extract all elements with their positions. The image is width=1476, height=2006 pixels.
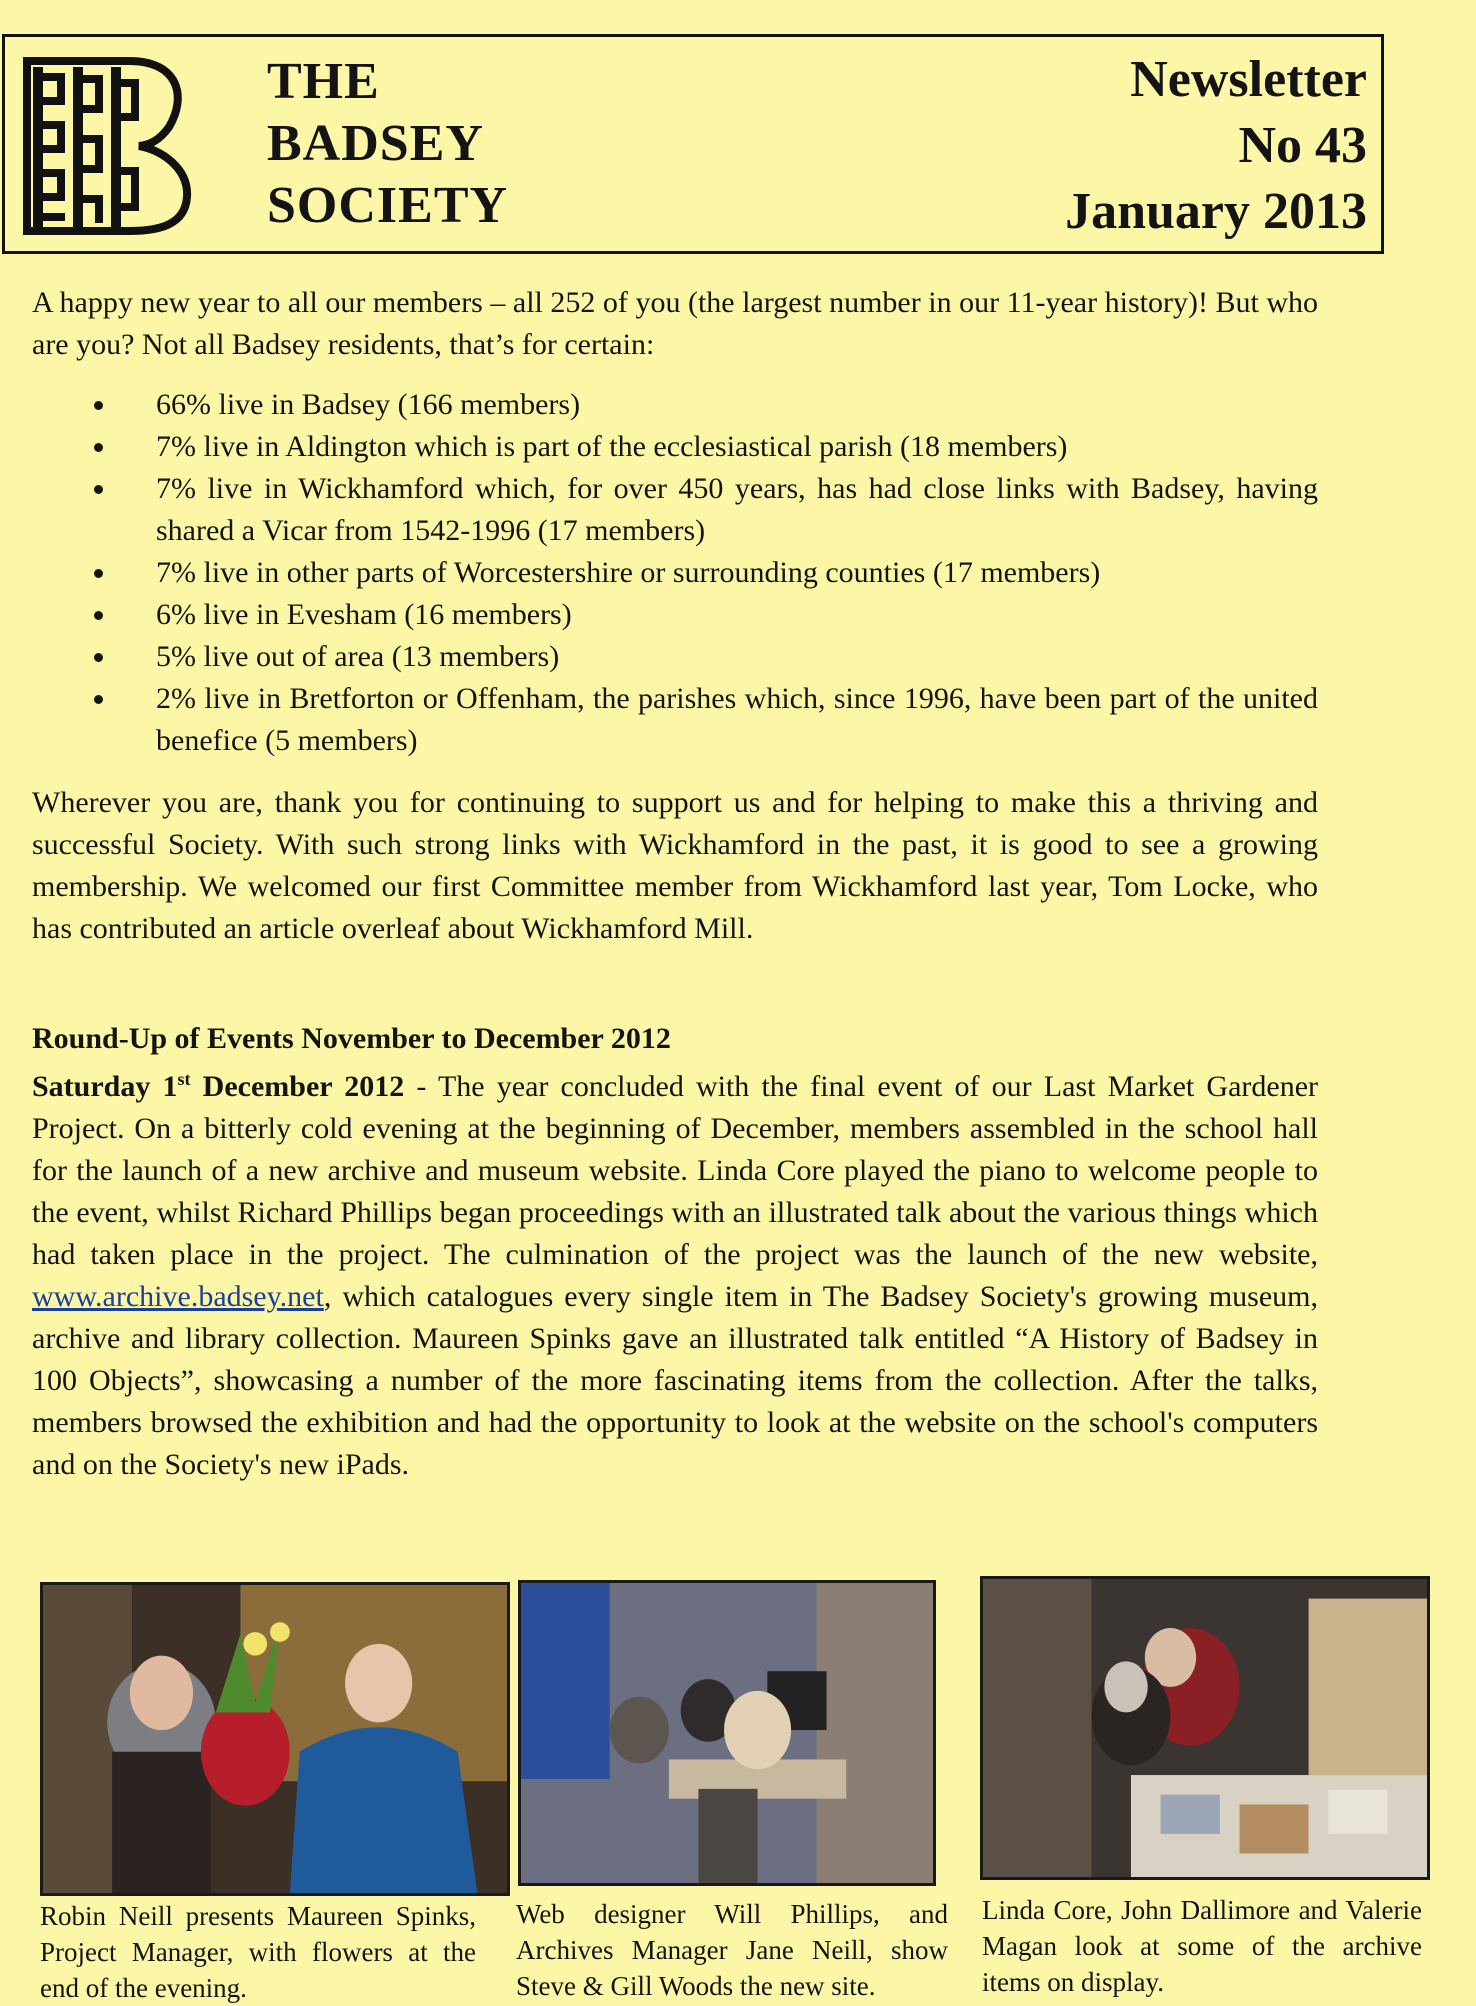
list-item-text: 5% live out of area (13 members) — [156, 640, 560, 673]
bullet-icon — [94, 611, 103, 620]
list-item — [32, 552, 1318, 594]
event-text-part2: , which catalogues every single item in The Badsey Society's growing museum, archive and library collection. Maureen Spinks gave an illustrated talk entitled “A History of Badsey in 100 Objects”, showcasing a number of the more fascinating items from the collection. After the talks, members browsed the exhibition and had the opportunity to look at the website on the school's computers and on the Society's new iPads. — [32, 1280, 1318, 1481]
bullet-icon — [94, 401, 103, 410]
photo-flowers-presentation — [40, 1582, 510, 1896]
issue-date: January 2013 — [1065, 183, 1367, 240]
event-text-part1: - The year concluded with the final event of our Last Market Gardener Project. On a bitterly cold evening at the beginning of December, members assembled in the school hall for the launch of a new archive and museum website. Linda Core played the piano to welcome people to the event, whilst Richard Phillips began proceedings with an illustrated talk about the various things which had taken place in the project. The culmination of the project was the launch of the new website, — [32, 1070, 1318, 1271]
masthead — [2, 34, 1384, 254]
photo-caption: Robin Neill presents Maureen Spinks, Project Manager, with flowers at the end of the evening. — [40, 1901, 476, 2003]
membership-list — [32, 384, 1318, 762]
event-date-prefix: Saturday 1 — [32, 1070, 178, 1103]
bullet-icon — [94, 653, 103, 662]
thanks-paragraph: Wherever you are, thank you for continuing to support us and for helping to make this a thriving and successful Society. With such strong links with Wickhamford in the past, it is good to see a growing membership. We welcomed our first Committee member from Wickhamford last year, Tom Locke, who has contributed an article overleaf about Wickhamford Mill. — [32, 786, 1318, 945]
bullet-icon — [94, 443, 103, 452]
badsey-society-logo-icon — [19, 57, 209, 235]
society-name-line1: THE — [267, 53, 380, 110]
bullet-icon — [94, 695, 103, 704]
list-item-text: 7% live in Aldington which is part of the ecclesiastical parish (18 members) — [156, 430, 1068, 463]
roundup-heading: Round-Up of Events November to December 2012 — [32, 1022, 671, 1055]
photo-caption: Linda Core, John Dallimore and Valerie Magan look at some of the archive items on display. — [982, 1895, 1422, 1997]
list-item — [32, 426, 1318, 468]
society-name-line3: SOCIETY — [267, 177, 509, 234]
list-item — [32, 678, 1318, 762]
event-date-month: December 2012 — [190, 1070, 405, 1103]
event-date — [32, 1070, 404, 1103]
archive-website-link[interactable]: www.archive.badsey.net — [32, 1280, 324, 1313]
list-item — [32, 384, 1318, 426]
issue-number: No 43 — [1238, 117, 1367, 174]
photo-website-demo — [518, 1580, 936, 1886]
event-paragraph — [32, 1058, 1318, 1486]
photo-caption: Web designer Will Phillips, and Archives Manager Jane Neill, show Steve & Gill Woods the new site. — [516, 1899, 948, 2001]
issue-info — [1065, 47, 1367, 245]
intro-paragraph: A happy new year to all our members – all 252 of you (the largest number in our 11-year history)! But who are you? Not all Badsey residents, that’s for certain: — [32, 286, 1318, 361]
event-date-suffix-sup: st — [177, 1069, 191, 1089]
list-item — [32, 594, 1318, 636]
photo-archive-display — [980, 1576, 1430, 1880]
list-item — [32, 636, 1318, 678]
list-item-text: 6% live in Evesham (16 members) — [156, 598, 572, 631]
bullet-icon — [94, 569, 103, 578]
society-name — [267, 51, 508, 237]
list-item-text: 66% live in Badsey (166 members) — [156, 388, 581, 421]
list-item — [32, 468, 1318, 552]
society-name-line2: BADSEY — [267, 115, 484, 172]
bullet-icon — [94, 485, 103, 494]
list-item-text: 2% live in Bretforton or Offenham, the parishes which, since 1996, have been part of the united benefice (5 members) — [156, 682, 1318, 757]
list-item-text: 7% live in other parts of Worcestershire or surrounding counties (17 members) — [156, 556, 1101, 589]
list-item-text: 7% live in Wickhamford which, for over 450 years, has had close links with Badsey, having shared a Vicar from 1542-1996 (17 members) — [156, 472, 1318, 547]
issue-line1: Newsletter — [1130, 51, 1367, 108]
